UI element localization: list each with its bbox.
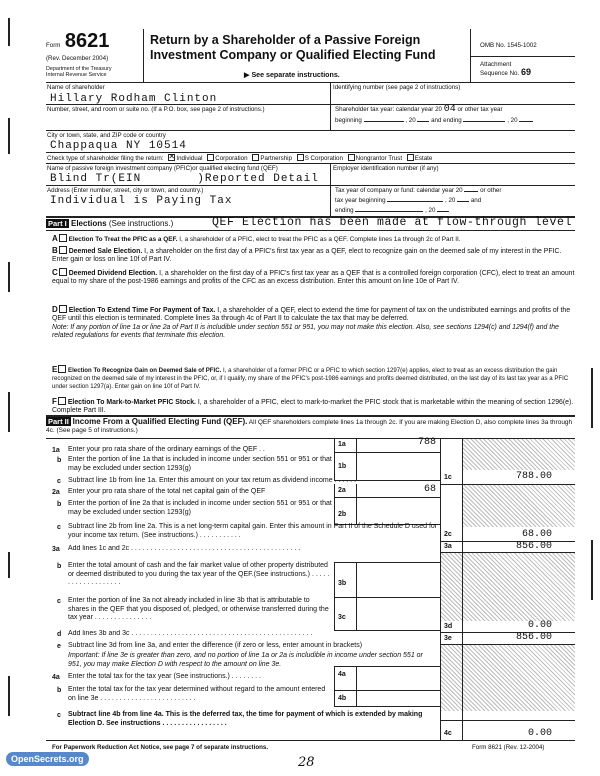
form-footer-ref: Form 8621 (Rev. 12-2004) xyxy=(472,744,545,751)
opensecrets-watermark xyxy=(6,752,89,766)
form-revision: (Rev. December 2004) xyxy=(46,55,109,62)
type-label: Nongrantor Trust xyxy=(355,155,403,162)
line-number: 2a xyxy=(52,489,60,496)
part2-intro: All QEF shareholders complete lines 1a through 2c. If you are making Election D, also complete lines 3a through 4c. (See page 5 of instructions.) xyxy=(46,419,573,435)
box-label-4a: 4a xyxy=(338,671,346,678)
pfic-ein-label: Employer identification number (if any) xyxy=(333,165,439,172)
sequence-block xyxy=(480,69,531,77)
value-3e[interactable]: 856.00 xyxy=(515,632,552,643)
shareholder-city[interactable]: Chappaqua NY 10514 xyxy=(50,140,187,152)
line-number: 1a xyxy=(52,447,60,454)
election-text: I, a shareholder of a PFIC, elect to treat the PFIC as a QEF. Complete lines 1a through 2c of Part II. xyxy=(179,236,461,243)
box-label-3a: 3a xyxy=(444,543,452,550)
pfic-name-label: Name of passive foreign investment company (PFIC)or qualified electing fund (QEF) xyxy=(47,165,278,172)
box-label-3b: 3b xyxy=(338,580,347,587)
form-word: Form xyxy=(46,42,61,49)
box-label-3e: 3e xyxy=(444,635,452,642)
election-f-checkbox[interactable] xyxy=(58,397,66,405)
pfic-and: and xyxy=(470,197,482,204)
pfic-name-part2: )Reported Detail xyxy=(197,173,319,185)
box-label-2c: 2c xyxy=(444,531,452,538)
identifying-number-label: Identifying number (see page 2 of instructions) xyxy=(333,84,461,91)
line-number: b xyxy=(57,563,62,570)
value-3a[interactable]: 856.00 xyxy=(515,541,552,552)
value-3d[interactable]: 0.00 xyxy=(527,620,552,631)
pfic-tax-year xyxy=(335,187,501,194)
shaded-area xyxy=(463,553,575,621)
election-text: I, a shareholder of a PFIC, elect to mark-to-market the PFIC stock that is marketable within the meaning of section 1296(e). Complete Part III. xyxy=(52,399,574,415)
margin-mark xyxy=(8,18,10,46)
type-label: Individual xyxy=(176,155,203,162)
election-text: I, a shareholder on the first day of a PFIC's first tax year as a QEF, elect to recognize gain on the deemed sale of my interest in the PFIC. Enter gain or loss on line 10f of Part IV. xyxy=(52,248,562,264)
election-title: Deemed Sale Election. xyxy=(68,248,143,255)
type-label: Corporation xyxy=(215,155,248,162)
shareholder-tax-year xyxy=(335,106,503,113)
type-label: Partnership xyxy=(260,155,292,162)
election-d-checkbox[interactable] xyxy=(59,305,67,313)
margin-mark xyxy=(591,368,593,428)
omb-number: OMB No. 1545-1002 xyxy=(480,42,537,49)
form-title-line2: Investment Company or Qualified Electing Fund xyxy=(150,48,436,62)
beginning-label: beginning xyxy=(335,117,362,124)
value-2c[interactable]: 68.00 xyxy=(521,529,552,540)
line-number: b xyxy=(57,687,62,694)
shaded-area xyxy=(463,439,575,470)
line-3e-text: Subtract line 3d from line 3a, and enter the difference (if zero or less, enter amount in brackets) xyxy=(68,642,363,649)
shareholder-type-label: Check type of shareholder filing the return: xyxy=(47,155,164,162)
type-checkbox-partnership[interactable] xyxy=(252,154,259,161)
part1-header xyxy=(46,219,173,228)
election-title: Election To Treat the PFIC as a QEF. xyxy=(68,236,178,243)
value-1a[interactable]: 788 xyxy=(417,437,436,448)
see-instructions xyxy=(244,71,340,79)
line-number: 4a xyxy=(52,674,60,681)
shareholder-name[interactable]: Hillary Rodham Clinton xyxy=(50,93,218,105)
line-number: c xyxy=(57,598,61,605)
form-title-line1: Return by a Shareholder of a Passive Foreign xyxy=(150,33,421,47)
see-instructions-text: See separate instructions. xyxy=(251,71,340,79)
value-4c[interactable]: 0.00 xyxy=(527,728,552,739)
comma-20: , 20 xyxy=(425,207,436,214)
line-2b-text: Enter the portion of line 2a that is included in income under section 551 or 951 or that may be excluded under section 1293(g) xyxy=(68,500,332,516)
shaded-area xyxy=(441,645,462,711)
line-3b-text: Enter the total amount of cash and the fair market value of other property distributed or deemed distributed to you during the tax year of the QEF.(See instructions.) . . . . . . . . . . . . . . . . . . . xyxy=(68,562,330,587)
line-number: 3a xyxy=(52,546,60,553)
line-3a-text: Add lines 1c and 2c . . . . . . . . . . . . . . . . . . . . . . . . . . . . . . . . . . . . . . . . . . . . xyxy=(68,545,301,552)
ending-label: and ending xyxy=(431,117,462,124)
line-1c-text: Subtract line 1b from line 1a. Enter this amount on your tax return as dividend income . . . . . . xyxy=(68,477,356,484)
pfic-tax-year-end xyxy=(335,207,449,214)
tax-year-value[interactable]: 04 xyxy=(443,104,456,115)
arrow-right-icon: ▶ xyxy=(244,71,250,79)
election-letter: F xyxy=(52,397,57,406)
pfic-or-other: or other xyxy=(480,187,502,194)
election-letter: D xyxy=(52,305,58,314)
pfic-tax-year-begin xyxy=(335,197,481,204)
sequence-number: 69 xyxy=(520,67,531,77)
value-1c[interactable]: 788.00 xyxy=(515,471,552,482)
sequence-label: Sequence No. xyxy=(480,70,520,77)
part1-see: (See instructions.) xyxy=(108,219,174,228)
line-number: e xyxy=(57,643,61,650)
line-4c-text: Subtract line 4b from line 4a. This is the deferred tax, the time for payment of which is extended by making Election D. See instructions . . . . . . . . . . . . . . . . . xyxy=(68,711,423,727)
line-number: c xyxy=(57,712,61,719)
form-number: 8621 xyxy=(64,30,110,52)
irs-label: Internal Revenue Service xyxy=(46,72,107,78)
type-checkbox-estate[interactable] xyxy=(407,154,414,161)
margin-mark xyxy=(8,262,10,292)
tax-year-range xyxy=(335,117,575,124)
box-label-3d: 3d xyxy=(444,623,453,630)
attachment-label: Attachment xyxy=(480,61,512,68)
line-3c-text: Enter the portion of line 3a not already included in line 3b that is attributable to shares in the QEF that you disposed of, pledged, or otherwise transferred during the tax year . . . . . . . . . . . . . . . xyxy=(68,597,329,622)
election-b-checkbox[interactable] xyxy=(59,246,67,254)
line-number: b xyxy=(57,501,62,508)
part2-label: Part II xyxy=(48,417,69,426)
part2-header xyxy=(46,418,575,436)
box-label-2a: 2a xyxy=(338,487,346,494)
box-label-1c: 1c xyxy=(444,474,452,481)
election-e-checkbox[interactable] xyxy=(58,365,66,373)
election-text: I, a shareholder on the first day of a PFIC's first tax year as a QEF that is a controlled foreign corporation (CFC), elect to treat an amount equal to my share of the post-1986 earnings and profits of the CFC as an excess distribution. Enter this amount on line 10e of Part IV. xyxy=(52,270,575,286)
election-title: Election To Recognize Gain on Deemed Sale of PFIC. xyxy=(68,367,222,374)
comma-20: , 20 xyxy=(507,117,518,124)
margin-mark xyxy=(8,392,10,432)
street-label: Number, street, and room or suite no. (If a P.O. box, see page 2 of instructions.) xyxy=(47,106,265,113)
comma-20: , 20 xyxy=(405,117,416,124)
box-label-3c: 3c xyxy=(338,614,346,621)
shareholder-type-row xyxy=(47,154,432,162)
part2-title: Income From a Qualified Electing Fund (QEF). xyxy=(72,417,248,426)
box-label-1a: 1a xyxy=(338,441,346,448)
line-number: b xyxy=(57,457,62,464)
pfic-ending-label: ending xyxy=(335,207,354,214)
box-label-1b: 1b xyxy=(338,463,347,470)
line-4b-text: Enter the total tax for the tax year determined without regard to the amount entered on line 3e . . . . . . . . . . . . . . . . . . . . . . . . . xyxy=(68,686,326,702)
pfic-tax-year-label: Tax year of company or fund: calendar year 20 xyxy=(335,187,463,194)
pfic-address[interactable]: Individual is Paying Tax xyxy=(50,195,233,207)
part1-label: Part I xyxy=(48,219,67,228)
election-a-checkbox[interactable] xyxy=(59,234,67,242)
important-note: Important: If line 3e is greater than zero, and no portion of line 1a or 2a is includible in income under section 551 or 951, you may make Election D with respect to the amount on line 3e. xyxy=(68,652,423,668)
line-number: c xyxy=(57,478,61,485)
box-label-4c: 4c xyxy=(444,730,452,737)
line-2c-text: Subtract line 2b from line 2a. This is a net long-term capital gain. Enter this amount in Part II of the Schedule D used for your income tax return. (See instructions.) . . . . . . . . . . . xyxy=(68,523,438,539)
line-4a-text: Enter the total tax for the tax year (See instructions.) . . . . . . . . xyxy=(68,673,261,680)
shaded-area xyxy=(463,645,575,711)
margin-mark xyxy=(8,552,10,578)
pfic-address-label: Address (Enter number, street, city or town, and country.) xyxy=(47,187,204,194)
election-c-checkbox[interactable] xyxy=(59,268,67,276)
line-3d-text: Add lines 3b and 3c . . . . . . . . . . . . . . . . . . . . . . . . . . . . . . . . . . . . . . . . . . . . . . . xyxy=(68,630,313,637)
type-label: S Corporation xyxy=(304,155,343,162)
line-number: c xyxy=(57,524,61,531)
city-label: City or town, state, and ZIP code or country xyxy=(47,132,166,139)
election-text: I, a shareholder of a QEF, elect to extend the time for payment of tax on the undistributed earnings and profits of the QEF until this election is terminated. Complete lines 3a through 4c of Part II to calculate the tax that may be deferred. xyxy=(52,307,571,323)
part1-title: Elections xyxy=(71,219,107,228)
election-d-note: Note: If any portion of line 1a or line 2a of Part II is includible under section 551 or 951, you may not make this election. Also, see sections 1294(c) and 1294(f) and the related regulations for events that terminate this election. xyxy=(52,323,559,340)
shaded-area xyxy=(463,485,575,527)
type-checkbox-individual[interactable] xyxy=(168,154,175,161)
qef-election-stamp: QEF Election has been made at flow-through level xyxy=(212,216,573,229)
department: Department of the Treasury xyxy=(46,66,112,72)
shareholder-name-label: Name of shareholder xyxy=(47,84,105,91)
type-checkbox-nongrantor-trust[interactable] xyxy=(348,154,355,161)
type-checkbox-corporation[interactable] xyxy=(207,154,214,161)
shaded-area xyxy=(441,553,462,621)
election-letter: A xyxy=(52,234,58,243)
election-letter: C xyxy=(52,268,58,277)
tax-year-label: Shareholder tax year: calendar year 20 xyxy=(335,106,442,113)
pfic-name[interactable] xyxy=(50,173,319,185)
election-title: Election To Mark-to-Market PFIC Stock. xyxy=(67,399,196,406)
comma-20: , 20 xyxy=(445,197,456,204)
watermark-text: OpenSecrets.org xyxy=(11,754,84,764)
paperwork-notice: For Paperwork Reduction Act Notice, see page 7 of separate instructions. xyxy=(52,744,269,751)
type-label: Estate xyxy=(414,155,433,162)
election-letter: B xyxy=(52,246,58,255)
pfic-beginning-label: tax year beginning xyxy=(335,197,386,204)
type-checkbox-s-corporation[interactable] xyxy=(297,154,304,161)
election-title: Deemed Dividend Election. xyxy=(68,270,158,277)
margin-mark xyxy=(8,118,10,154)
page-number: 28 xyxy=(298,755,315,770)
tax-year-suffix: or other tax year xyxy=(457,106,503,113)
election-text: I, a shareholder of a former PFIC or a PFIC to which section 1297(e) applies, elect to treat as an excess distribution the gain recognized on the deemed sale of my interest in the PFIC, or, if I qualify, my share of the PFIC's post-1986 earnings and profits deemed distributed, on the last day of its last tax year as a PFIC under section 1297(a). Enter gain on line 10f of Part IV. xyxy=(52,367,569,390)
margin-mark xyxy=(8,676,10,716)
form-number-block xyxy=(46,30,109,53)
value-2a[interactable]: 68 xyxy=(423,484,436,495)
box-label-4b: 4b xyxy=(338,695,347,702)
election-title: Election To Extend Time For Payment of Tax. xyxy=(68,307,216,314)
pfic-name-part1: Blind Tr(EIN xyxy=(50,173,142,185)
line-1b-text: Enter the portion of line 1a that is included in income under section 551 or 951 or that may be excluded under section 1293(g) xyxy=(68,456,332,472)
box-label-2b: 2b xyxy=(338,511,347,518)
margin-mark xyxy=(591,540,593,600)
line-1a-text: Enter your pro rata share of the ordinary earnings of the QEF . . xyxy=(68,446,265,453)
line-2a-text: Enter your pro rata share of the total net capital gain of the QEF xyxy=(68,488,266,495)
election-letter: E xyxy=(52,365,58,374)
line-number: d xyxy=(57,631,62,638)
